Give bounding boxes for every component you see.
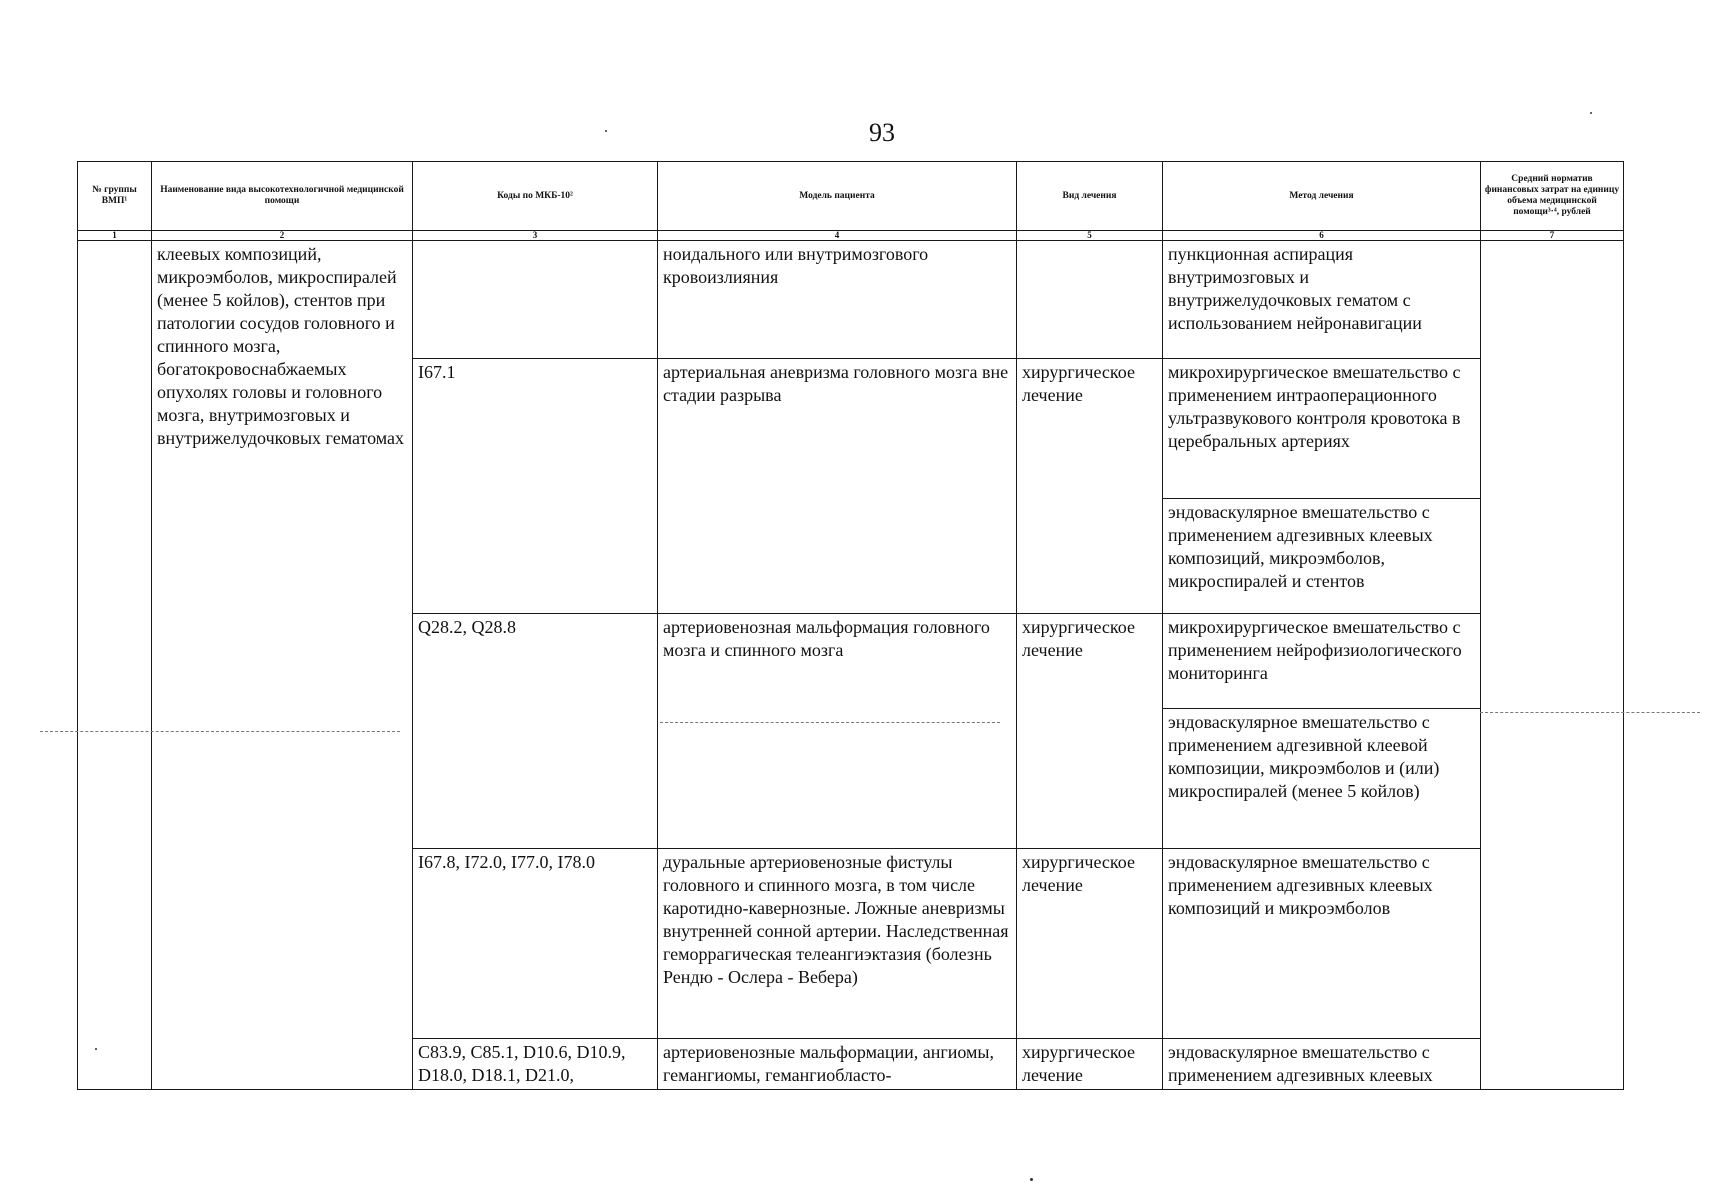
icd-codes-cell: C83.9, C85.1, D10.6, D10.9, D18.0, D18.1, D21.0, xyxy=(413,1039,658,1090)
header-treatment-type: Вид лечения xyxy=(1017,162,1163,231)
column-number: 6 xyxy=(1163,231,1481,241)
care-type-text: клеевых композиций, микроэмболов, микроспиралей (менее 5 койлов), стентов при патологии сосудов головного и спинного мозга, богатокровоснабжаемых опухолях головы и головного мозга, внутримозговых и внутрижелудочковых гематомах xyxy=(157,244,405,448)
scan-artifact-dashline xyxy=(1480,712,1700,713)
scan-artifact-dashline xyxy=(40,731,400,732)
header-icd-codes: Коды по МКБ-10² xyxy=(413,162,658,231)
patient-model-cell: артериовенозные мальформации, ангиомы, гемангиомы, гемангиобласто- xyxy=(658,1039,1017,1090)
vmp-table xyxy=(77,161,1624,1090)
treatment-method-cell: микрохирургическое вмешательство с применением нейрофизиологического мониторинга xyxy=(1163,614,1481,709)
header-cost-standard: Средний норматив финансовых затрат на единицу объема медицинской помощи³·⁴, рублей xyxy=(1481,162,1624,231)
scan-artifact-speck xyxy=(1590,112,1592,114)
group-number-cell xyxy=(78,241,152,1090)
patient-model-cell: дуральные артериовенозные фистулы головного и спинного мозга, в том числе каротидно-кавернозные. Ложные аневризмы внутренней сонной артерии. Наследственная геморрагическая телеангиэктазия (болезнь Рендю - Ослера - Вебера) xyxy=(658,849,1017,1039)
treatment-method-cell: пункционная аспирация внутримозговых и внутрижелудочковых гематом с использованием нейронавигации xyxy=(1163,241,1481,359)
treatment-type-cell: хирургическое лечение xyxy=(1017,614,1163,849)
scan-artifact-speck xyxy=(1030,1178,1033,1181)
treatment-method-cell: эндоваскулярное вмешательство с применением адгезивных клеевых композиций, микроэмболов, микроспиралей и стентов xyxy=(1163,499,1481,614)
header-care-type: Наименование вида высокотехнологичной медицинской помощи xyxy=(152,162,413,231)
column-number: 7 xyxy=(1481,231,1624,241)
scan-artifact-speck xyxy=(605,130,607,132)
scan-artifact-dashline xyxy=(660,722,1000,723)
treatment-method-cell: эндоваскулярное вмешательство с применением адгезивных клеевых композиций и микроэмболов xyxy=(1163,849,1481,1039)
patient-model-cell: артериовенозная мальформация головного мозга и спинного мозга xyxy=(658,614,1017,849)
treatment-method-cell: микрохирургическое вмешательство с применением интраоперационного ультразвукового контроля кровотока в церебральных артериях xyxy=(1163,359,1481,499)
header-patient-model: Модель пациента xyxy=(658,162,1017,231)
icd-codes-cell: Q28.2, Q28.8 xyxy=(413,614,658,849)
icd-codes-cell xyxy=(413,241,658,359)
column-number: 3 xyxy=(413,231,658,241)
cost-cell xyxy=(1481,241,1624,1090)
column-number: 2 xyxy=(152,231,413,241)
patient-model-cell: ноидального или внутримозгового кровоизлияния xyxy=(658,241,1017,359)
column-number-row xyxy=(78,231,1624,241)
page-number: 93 xyxy=(869,118,895,147)
icd-codes-cell: I67.1 xyxy=(413,359,658,614)
header-treatment-method: Метод лечения xyxy=(1163,162,1481,231)
treatment-type-cell: хирургическое лечение xyxy=(1017,849,1163,1039)
column-number: 5 xyxy=(1017,231,1163,241)
care-type-cell xyxy=(152,241,413,1090)
treatment-method-cell: эндоваскулярное вмешательство с применением адгезивных клеевых xyxy=(1163,1039,1481,1090)
treatment-type-cell xyxy=(1017,241,1163,359)
scan-artifact-speck xyxy=(95,1048,97,1050)
header-group-number: № группы ВМП¹ xyxy=(78,162,152,231)
column-number: 1 xyxy=(78,231,152,241)
column-number: 4 xyxy=(658,231,1017,241)
treatment-method-cell: эндоваскулярное вмешательство с применением адгезивной клеевой композиции, микроэмболов и (или) микроспиралей (менее 5 койлов) xyxy=(1163,709,1481,849)
patient-model-cell: артериальная аневризма головного мозга вне стадии разрыва xyxy=(658,359,1017,614)
icd-codes-cell: I67.8, I72.0, I77.0, I78.0 xyxy=(413,849,658,1039)
treatment-type-cell: хирургическое лечение xyxy=(1017,359,1163,614)
header-row xyxy=(78,162,1624,231)
table-row xyxy=(78,241,1624,359)
treatment-type-cell: хирургическое лечение xyxy=(1017,1039,1163,1090)
